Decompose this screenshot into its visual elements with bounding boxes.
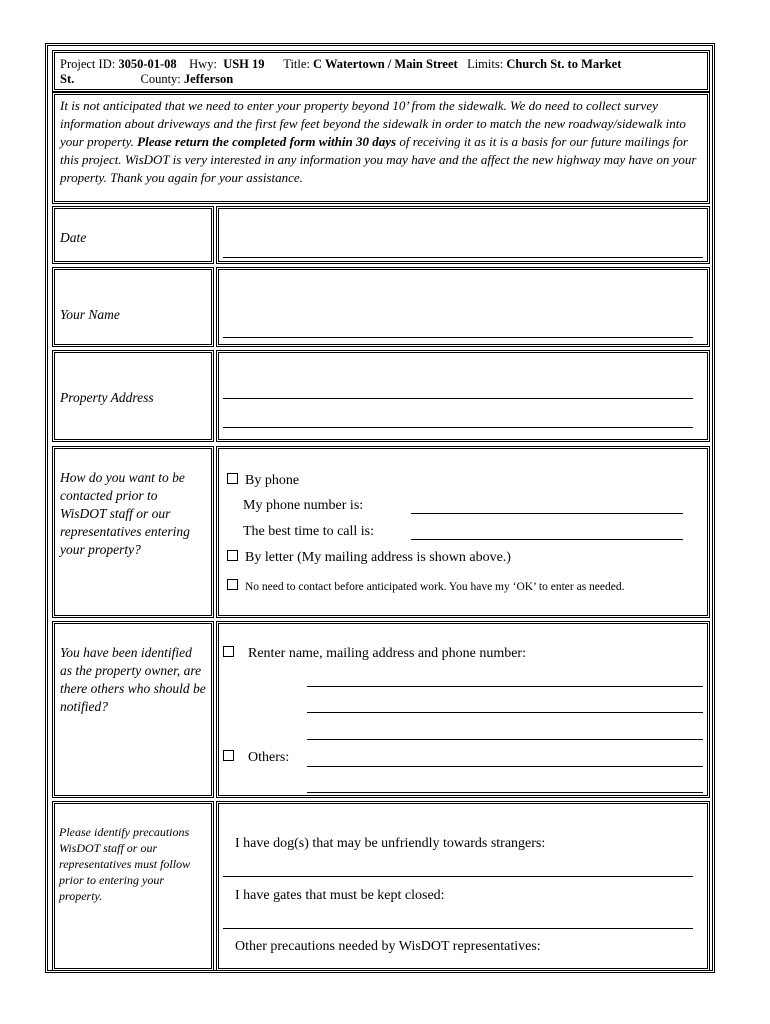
- date-label-cell: [52, 206, 214, 264]
- intro-text-cont: of receiving it as it is a basis for our future mailings for this project. WisDOT is very interested in any information you may have and the affect the new highway may have on your property. Thank you again for your assistance.: [60, 134, 697, 185]
- name-line: [223, 337, 693, 338]
- intro-deadline: Please return the completed form within 30 days: [137, 134, 397, 149]
- gates-line[interactable]: [223, 928, 693, 929]
- others-line-2[interactable]: [307, 792, 703, 793]
- others-line-1[interactable]: [307, 766, 703, 767]
- project-header: [52, 50, 710, 92]
- renter-checkbox[interactable]: [223, 646, 234, 657]
- contact-options: [216, 446, 710, 618]
- no-contact-option[interactable]: [227, 579, 624, 595]
- by-letter-option[interactable]: [227, 550, 511, 566]
- others-label: Others:: [248, 750, 290, 765]
- owner-label-cell: [52, 621, 214, 798]
- no-contact-checkbox[interactable]: [227, 579, 238, 590]
- precautions-label-cell: [52, 801, 214, 971]
- address-field[interactable]: [216, 350, 710, 442]
- best-time-line[interactable]: [411, 539, 683, 540]
- project-id: 3050-01-08: [118, 57, 177, 71]
- dogs-line[interactable]: [223, 876, 693, 877]
- best-time-label: The best time to call is:: [243, 524, 375, 539]
- by-letter-label: By letter (My mailing address is shown above.): [245, 550, 511, 565]
- by-phone-checkbox[interactable]: [227, 473, 238, 484]
- no-contact-label: No need to contact before anticipated work. You have my ‘OK’ to enter as needed.: [245, 581, 625, 593]
- address-label-cell: [52, 350, 214, 442]
- title-value: C Watertown / Main Street: [313, 57, 458, 71]
- address-label: Property Address: [60, 390, 154, 405]
- date-line: [223, 257, 703, 258]
- phone-number-label: My phone number is:: [243, 498, 364, 513]
- by-phone-label: By phone: [245, 473, 300, 488]
- phone-number-line[interactable]: [411, 513, 683, 514]
- gates-label: I have gates that must be kept closed:: [235, 888, 445, 903]
- limits-value: Church St. to Market: [506, 57, 622, 71]
- date-label: Date: [60, 230, 87, 245]
- renter-line-2[interactable]: [307, 712, 703, 713]
- contact-question: How do you want to be contacted prior to WisDOT staff or our representatives entering your property?: [60, 470, 190, 557]
- county-label: County:: [140, 72, 181, 86]
- address-line-1: [223, 398, 693, 399]
- by-letter-checkbox[interactable]: [227, 550, 238, 561]
- intro-paragraph: [52, 92, 710, 204]
- intro-text: It is not anticipated that we need to enter your property beyond 10’ from the sidewalk. We do need to collect survey information about driveways and the first few feet beyond the sidewalk in order to match the new roadway/sidewalk into your property.: [60, 98, 686, 149]
- name-field[interactable]: [216, 267, 710, 347]
- hwy-value: USH 19: [223, 57, 265, 71]
- name-label-cell: [52, 267, 214, 347]
- title-label: Title:: [283, 57, 310, 71]
- property-access-form: [45, 43, 715, 973]
- name-label: Your Name: [60, 307, 120, 322]
- limits-value-cont: St.: [60, 72, 75, 86]
- others-option[interactable]: [223, 750, 289, 766]
- renter-label: Renter name, mailing address and phone number:: [248, 646, 526, 661]
- by-phone-option[interactable]: [227, 473, 299, 489]
- hwy-label: Hwy:: [189, 57, 217, 71]
- contact-label-cell: [52, 446, 214, 618]
- precautions-options: [216, 801, 710, 971]
- project-id-label: Project ID:: [60, 57, 116, 71]
- renter-option[interactable]: [223, 646, 526, 662]
- owner-options: [216, 621, 710, 798]
- others-checkbox[interactable]: [223, 750, 234, 761]
- renter-line-3[interactable]: [307, 739, 703, 740]
- renter-line-1[interactable]: [307, 686, 703, 687]
- owner-question: You have been identified as the property owner, are there others who should be notified?: [60, 645, 206, 714]
- dogs-label: I have dog(s) that may be unfriendly towards strangers:: [235, 836, 546, 851]
- limits-label: Limits:: [467, 57, 504, 71]
- precautions-question: Please identify precautions WisDOT staff or our representatives must follow prior to entering your property.: [59, 825, 191, 903]
- address-line-2: [223, 427, 693, 428]
- county-value: Jefferson: [183, 72, 234, 86]
- date-field[interactable]: [216, 206, 710, 264]
- other-precautions-label: Other precautions needed by WisDOT representatives:: [235, 939, 541, 954]
